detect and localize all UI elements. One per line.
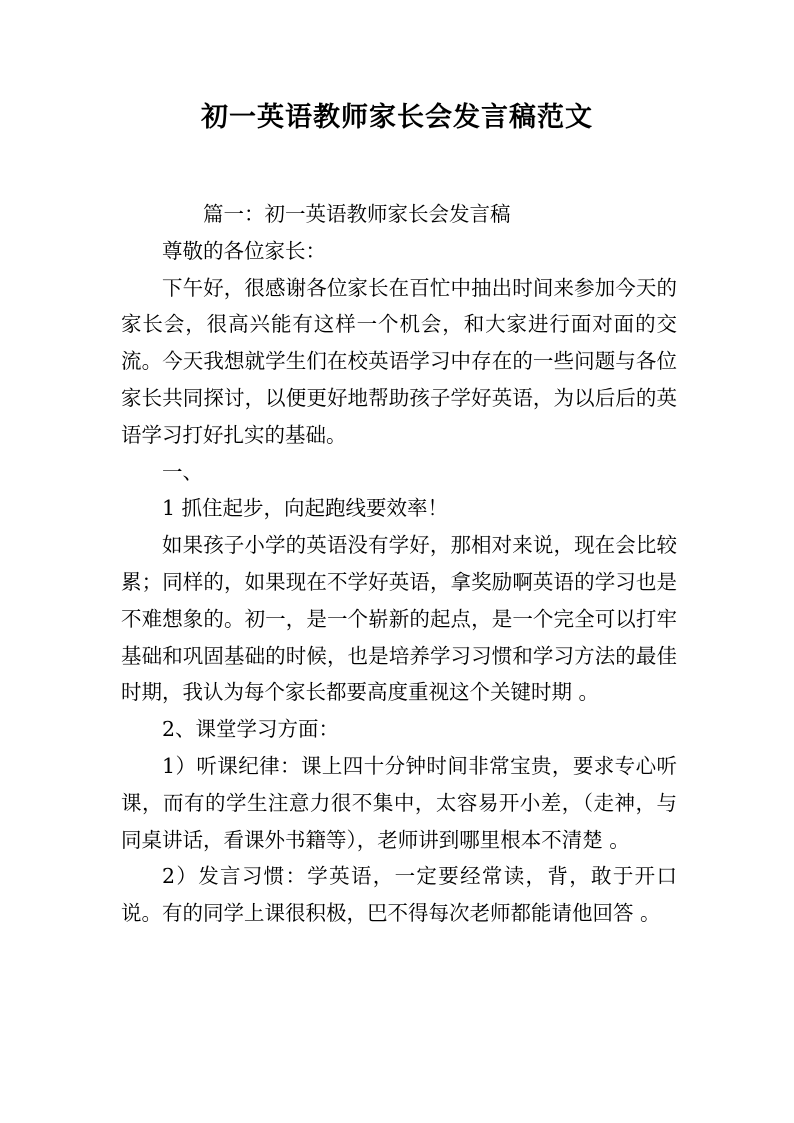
paragraph-listening: 1）听课纪律：课上四十分钟时间非常宝贵，要求专心听课，而有的学生注意力很不集中，太容易开小差，（走神，与同桌讲话，看课外书籍等），老师讲到哪里根本不清楚 。 <box>121 753 677 852</box>
point-heading-2: 2、课堂学习方面： <box>162 717 340 742</box>
paragraph-speaking: 2）发言习惯：学英语，一定要经常读，背，敢于开口说。有的同学上课很积极，巴不得每次老师都能请他回答 。 <box>121 864 677 926</box>
document-body <box>121 196 677 932</box>
paragraph-intro: 下午好，很感谢各位家长在百忙中抽出时间来参加今天的家长会，很高兴能有这样一个机会，和大家进行面对面的交流。今天我想就学生们在校英语学习中存在的一些问题与各位家长共同探讨，以便更好地帮助孩子学好英语，为以后后的英语学习打好扎实的基础。 <box>121 275 677 447</box>
point-heading-1: 1 抓住起步，向起跑线要效率！ <box>162 496 449 521</box>
document-subtitle: 篇一：初一英语教师家长会发言稿 <box>203 202 511 226</box>
paragraph-point-1: 如果孩子小学的英语没有学好，那相对来说，现在会比较累；同样的，如果现在不学好英语，拿奖励啊英语的学习也是不难想象的。初一，是一个崭新的起点，是一个完全可以打牢基础和巩固基础的时候，也是培养学习习惯和学习方法的最佳时期，我认为每个家长都要高度重视这个关键时期 。 <box>121 533 677 705</box>
document-title: 初一英语教师家长会发言稿范文 <box>201 102 593 133</box>
paragraph-greeting: 尊敬的各位家长： <box>162 238 326 263</box>
section-heading-one: 一、 <box>162 459 203 484</box>
